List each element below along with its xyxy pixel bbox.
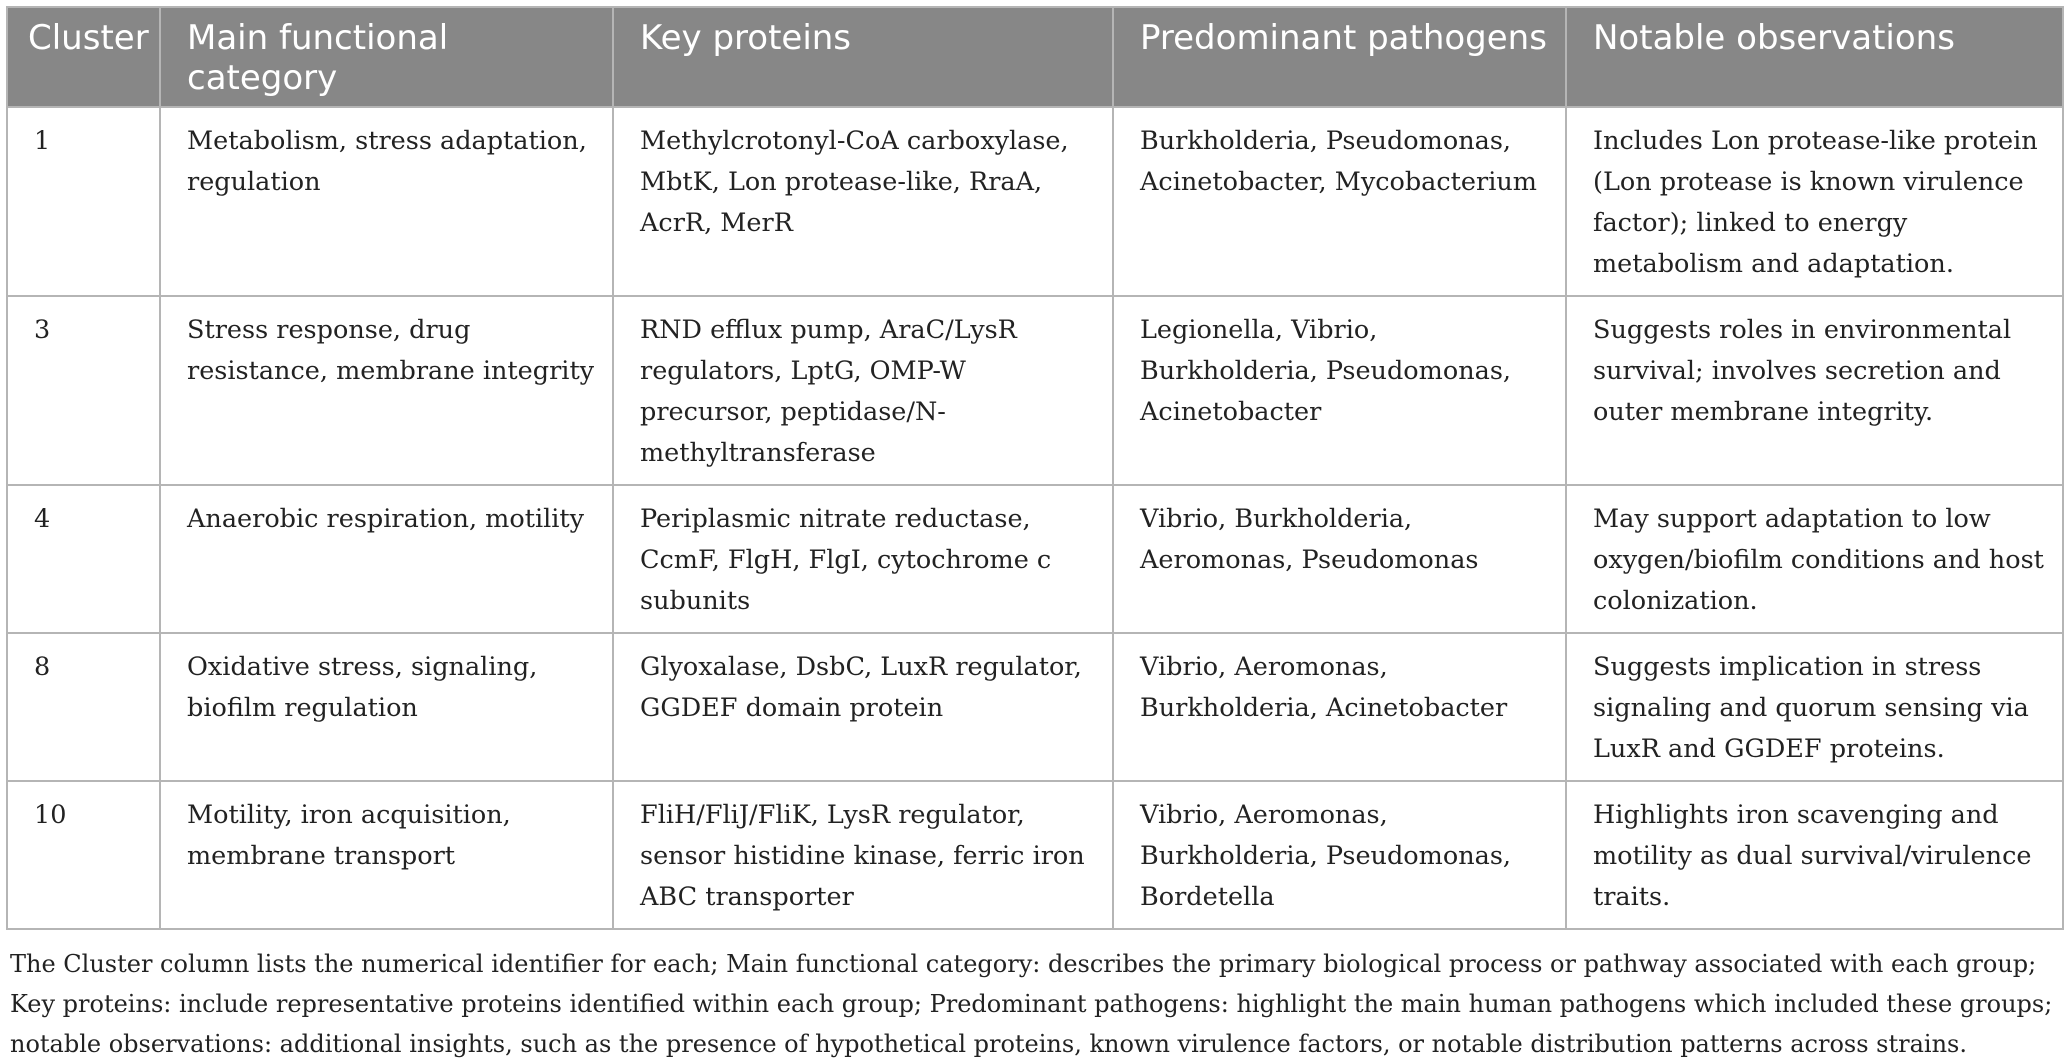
cell-proteins: RND efflux pump, AraC/LysR regulators, LptG, OMP-W precursor, peptidase/N-methyltransferase: [613, 296, 1113, 485]
cell-observations: Suggests roles in environmental survival; involves secretion and outer membrane integrity.: [1566, 296, 2063, 485]
header-pathogens: Predominant pathogens: [1113, 7, 1566, 107]
cell-observations: Highlights iron scavenging and motility as dual survival/virulence traits.: [1566, 781, 2063, 929]
cell-category: Oxidative stress, signaling, biofilm regulation: [160, 633, 613, 781]
cell-proteins: Periplasmic nitrate reductase, CcmF, FlgH, FlgI, cytochrome c subunits: [613, 485, 1113, 633]
header-category: Main functional category: [160, 7, 613, 107]
cell-cluster: 10: [7, 781, 160, 929]
cell-cluster: 8: [7, 633, 160, 781]
cell-category: Motility, iron acquisition, membrane transport: [160, 781, 613, 929]
cell-proteins: Glyoxalase, DsbC, LuxR regulator, GGDEF domain protein: [613, 633, 1113, 781]
cell-pathogens: Vibrio, Aeromonas, Burkholderia, Acinetobacter: [1113, 633, 1566, 781]
cell-cluster: 1: [7, 107, 160, 296]
cell-category: Metabolism, stress adaptation, regulation: [160, 107, 613, 296]
cell-pathogens: Vibrio, Aeromonas, Burkholderia, Pseudomonas, Bordetella: [1113, 781, 1566, 929]
cell-proteins: FliH/FliJ/FliK, LysR regulator, sensor histidine kinase, ferric iron ABC transporter: [613, 781, 1113, 929]
cell-cluster: 3: [7, 296, 160, 485]
cell-pathogens: Burkholderia, Pseudomonas, Acinetobacter, Mycobacterium: [1113, 107, 1566, 296]
cell-category: Anaerobic respiration, motility: [160, 485, 613, 633]
cell-cluster: 4: [7, 485, 160, 633]
header-observations: Notable observations: [1566, 7, 2063, 107]
table-row: [7, 296, 2063, 485]
cell-category: Stress response, drug resistance, membrane integrity: [160, 296, 613, 485]
table-row: [7, 633, 2063, 781]
table-row: [7, 107, 2063, 296]
cell-observations: May support adaptation to low oxygen/biofilm conditions and host colonization.: [1566, 485, 2063, 633]
table-row: [7, 781, 2063, 929]
cell-observations: Includes Lon protease-like protein (Lon protease is known virulence factor); linked to energy metabolism and adaptation.: [1566, 107, 2063, 296]
header-cluster: Cluster: [7, 7, 160, 107]
cell-pathogens: Legionella, Vibrio, Burkholderia, Pseudomonas, Acinetobacter: [1113, 296, 1566, 485]
cell-observations: Suggests implication in stress signaling and quorum sensing via LuxR and GGDEF proteins.: [1566, 633, 2063, 781]
table-header-row: [7, 7, 2063, 107]
header-proteins: Key proteins: [613, 7, 1113, 107]
cell-pathogens: Vibrio, Burkholderia, Aeromonas, Pseudomonas: [1113, 485, 1566, 633]
table-container: [6, 6, 2062, 1064]
cell-proteins: Methylcrotonyl-CoA carboxylase, MbtK, Lon protease-like, RraA, AcrR, MerR: [613, 107, 1113, 296]
clusters-table: [6, 6, 2064, 930]
table-row: [7, 485, 2063, 633]
table-footnote: The Cluster column lists the numerical identifier for each; Main functional category: describes the primary biological process or pathway associated with each group; Key proteins: include representative proteins identified within each group; Predominant pathogens: highlight the main human pathogens which included these groups; notable observations: additional insights, such as the presence of hypothetical proteins, known virulence factors, or notable distribution patterns across strains.: [10, 950, 2053, 1058]
